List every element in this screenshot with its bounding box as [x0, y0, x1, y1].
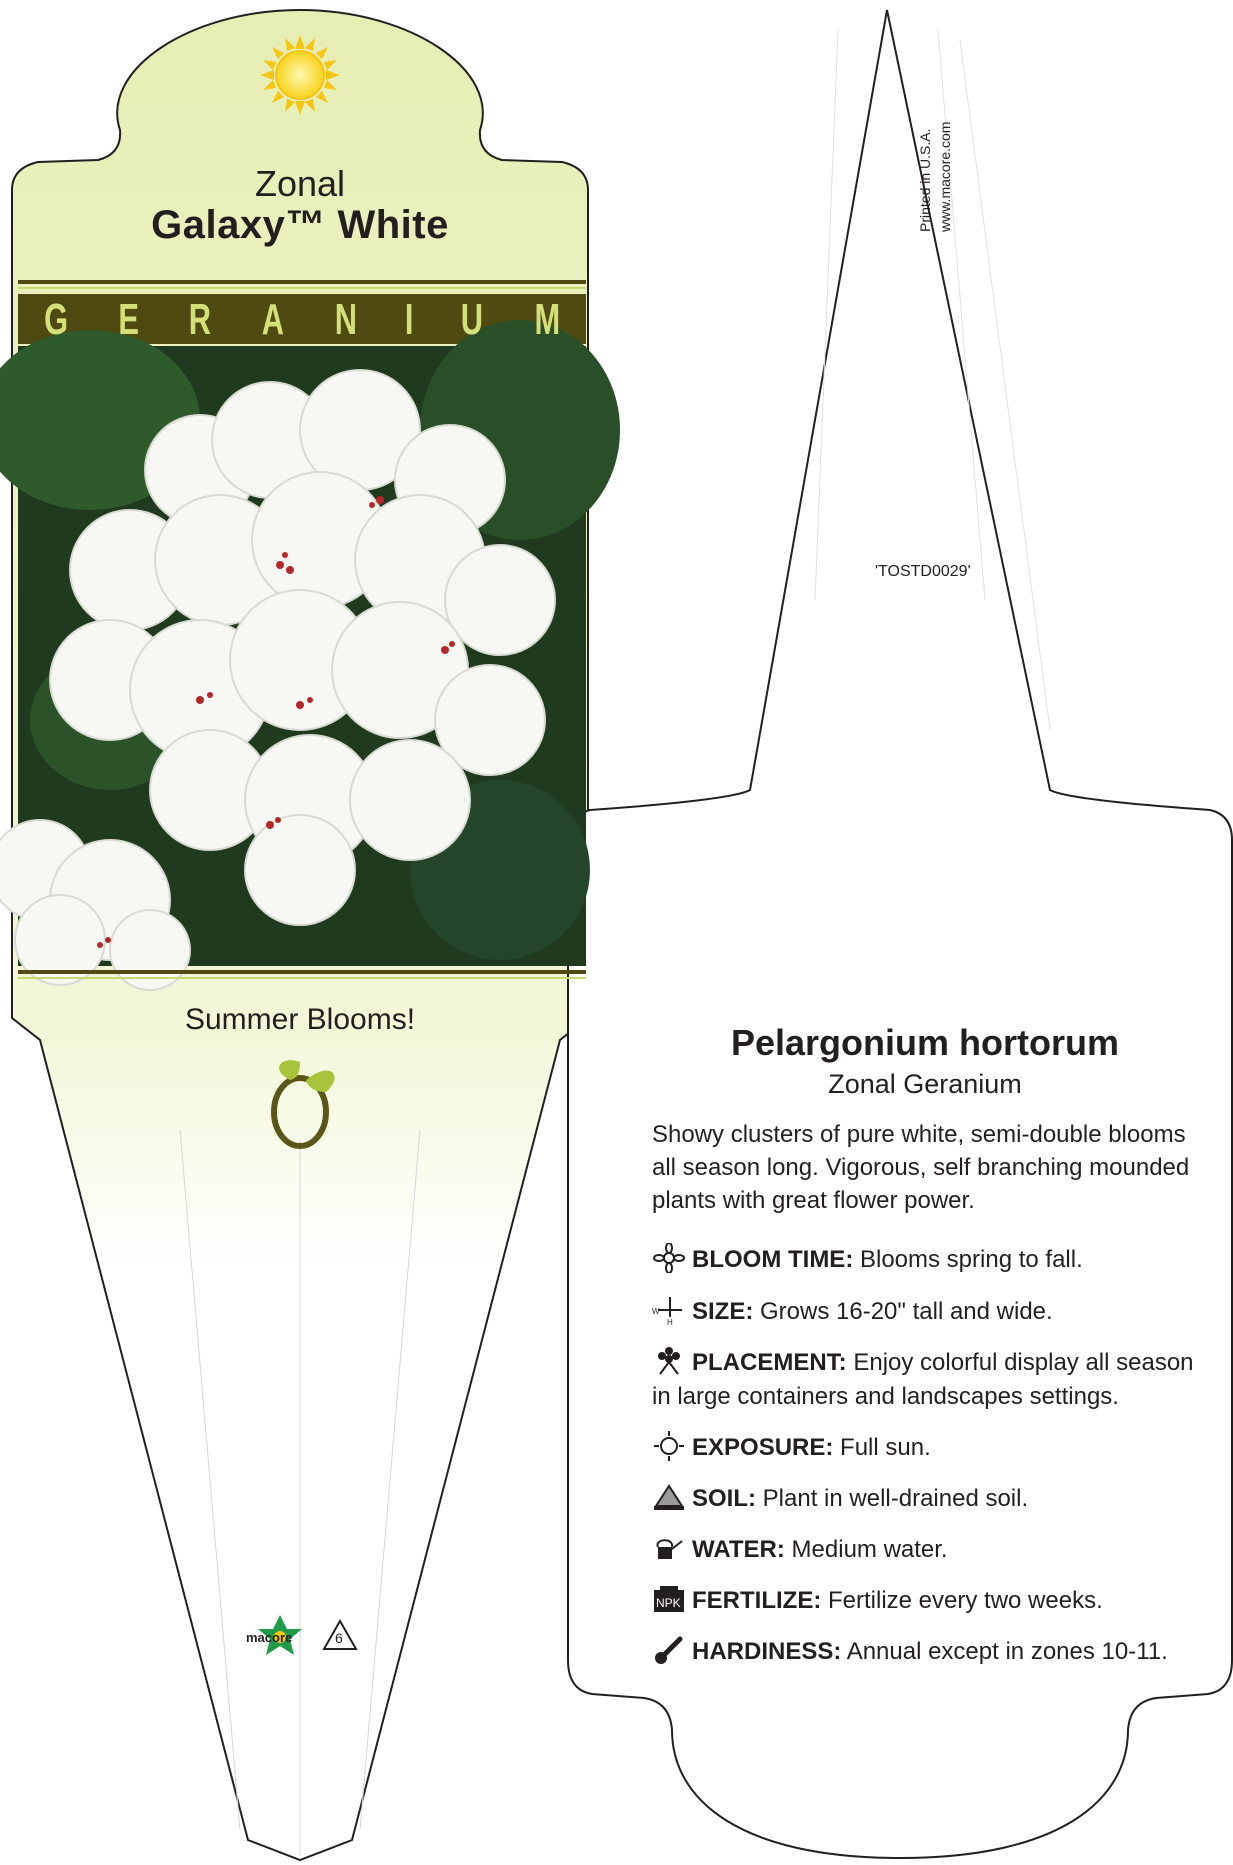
npk-icon: [652, 1584, 686, 1614]
soil-icon: [652, 1482, 686, 1512]
svg-text:W: W: [652, 1307, 660, 1316]
recycle-number: 6: [335, 1630, 343, 1646]
thermometer-icon: [652, 1635, 686, 1665]
genus-letter: N: [334, 295, 357, 344]
attr-hardiness: HARDINESS: Annual except in zones 10-11.: [652, 1635, 1200, 1669]
variety-name: Galaxy™ White: [151, 203, 449, 247]
flower-icon: [652, 1243, 686, 1273]
genus-letter: M: [534, 295, 560, 344]
sun-icon: [260, 35, 340, 115]
sun-icon: [652, 1431, 686, 1461]
genus-letter: E: [118, 295, 139, 344]
description: Showy clusters of pure white, semi-double blooms all season long. Vigorous, self branching mounded plants with great flower power.: [652, 1121, 1190, 1214]
macore-brand: macore: [246, 1630, 293, 1645]
subtitle: Zonal: [254, 163, 346, 204]
attr-bloom-time: BLOOM TIME: Blooms spring to fall.: [652, 1243, 1200, 1277]
svg-text:H: H: [667, 1318, 673, 1325]
tagline: Summer Blooms!: [184, 1003, 416, 1036]
product-code: 'TOSTD0029': [875, 563, 971, 580]
printed-in: Printed in U.S.A.: [917, 128, 933, 232]
attr-size: W H SIZE: Grows 16-20" tall and wide.: [652, 1295, 1200, 1329]
website: www.macore.com: [937, 121, 953, 232]
watering-can-icon: [652, 1533, 686, 1563]
attr-fertilize: NPK FERTILIZE: Fertilize every two weeks.: [652, 1584, 1200, 1618]
botanical-name: Pelargonium hortorum: [730, 1022, 1120, 1063]
attr-placement: PLACEMENT: Enjoy colorful display all season in large containers and landscapes settings.: [652, 1346, 1200, 1414]
common-name: Zonal Geranium: [828, 1069, 1022, 1099]
attr-soil: SOIL: Plant in well-drained soil.: [652, 1482, 1200, 1516]
genus-letter: G: [43, 295, 68, 344]
genus-letter: R: [188, 295, 212, 344]
size-icon: [652, 1295, 686, 1325]
svg-text:NPK: NPK: [656, 1596, 681, 1610]
genus-band: [18, 296, 586, 344]
back-tag-outline: [568, 10, 1232, 1858]
placement-icon: [652, 1346, 686, 1376]
flower-photo: [0, 320, 620, 990]
genus-letter: A: [261, 295, 285, 344]
attr-water: WATER: Medium water.: [652, 1533, 1200, 1567]
attr-exposure: EXPOSURE: Full sun.: [652, 1431, 1200, 1465]
genus-letter: U: [460, 295, 483, 344]
genus-letter: I: [404, 295, 414, 344]
